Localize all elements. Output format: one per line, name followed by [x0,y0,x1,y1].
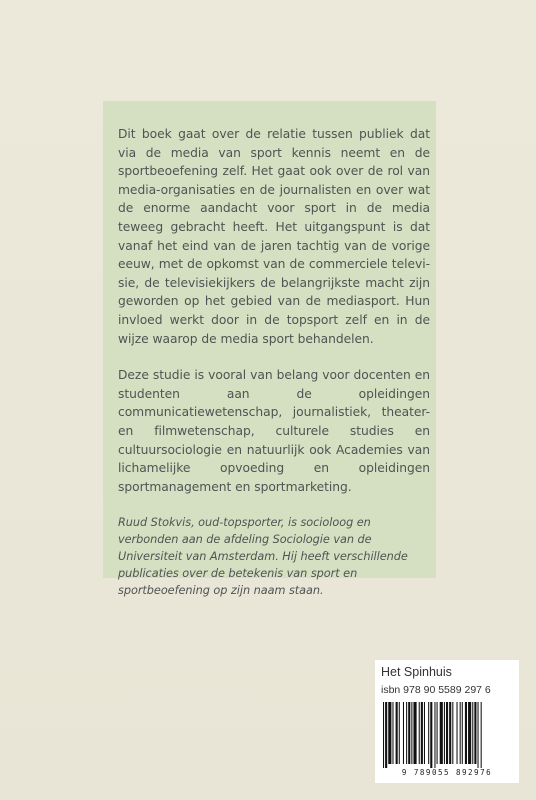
barcode-number: 9 789055 892976 [401,768,493,777]
barcode-label [375,660,519,783]
publisher-name: Het Spinhuis [381,665,452,679]
author-bio: Ruud Stokvis, oud-topsporter, is socioloog en verbonden aan de afdeling Sociologie van de Universiteit van Amsterdam. Hij heeft verschillende publicaties over de betekenis van sport en sportbeoefening op zijn naam staan. [118,516,408,598]
blurb-paragraph-1: Dit boek gaat over de relatie tussen publiek dat via de media van sport kennis neemt en de sportbeoefening zelf. Het gaat ook over de rol van media-organisaties en de journalisten en over wat de enorme aandacht voor sport in de media teweeg gebracht heeft. Het uitgangspunt is dat vanaf het eind van de jaren tachtig van de vorige eeuw, met de opkomst van de commerciele televisie, de televisiekijkers de belangrijkste macht zijn geworden op het gebied van de mediasport. Hun invloed werkt door in de topsport zelf en in de wijze waarop de media sport behandelen. [118,127,430,346]
blurb-paragraph-2: Deze studie is vooral van belang voor docenten en studenten aan de opleidingen communicatiewetenschap, journalistiek, theater- en filmwetenschap, culturele studies en cultuursociologie en natuurlijk ook Academies van lichamelijke opvoeding en opleidingen sportmanagement en sportmarketing. [118,368,430,494]
blurb-text [118,125,430,617]
isbn-text: isbn 978 90 5589 297 6 [381,684,491,696]
barcode-icon [381,702,513,768]
